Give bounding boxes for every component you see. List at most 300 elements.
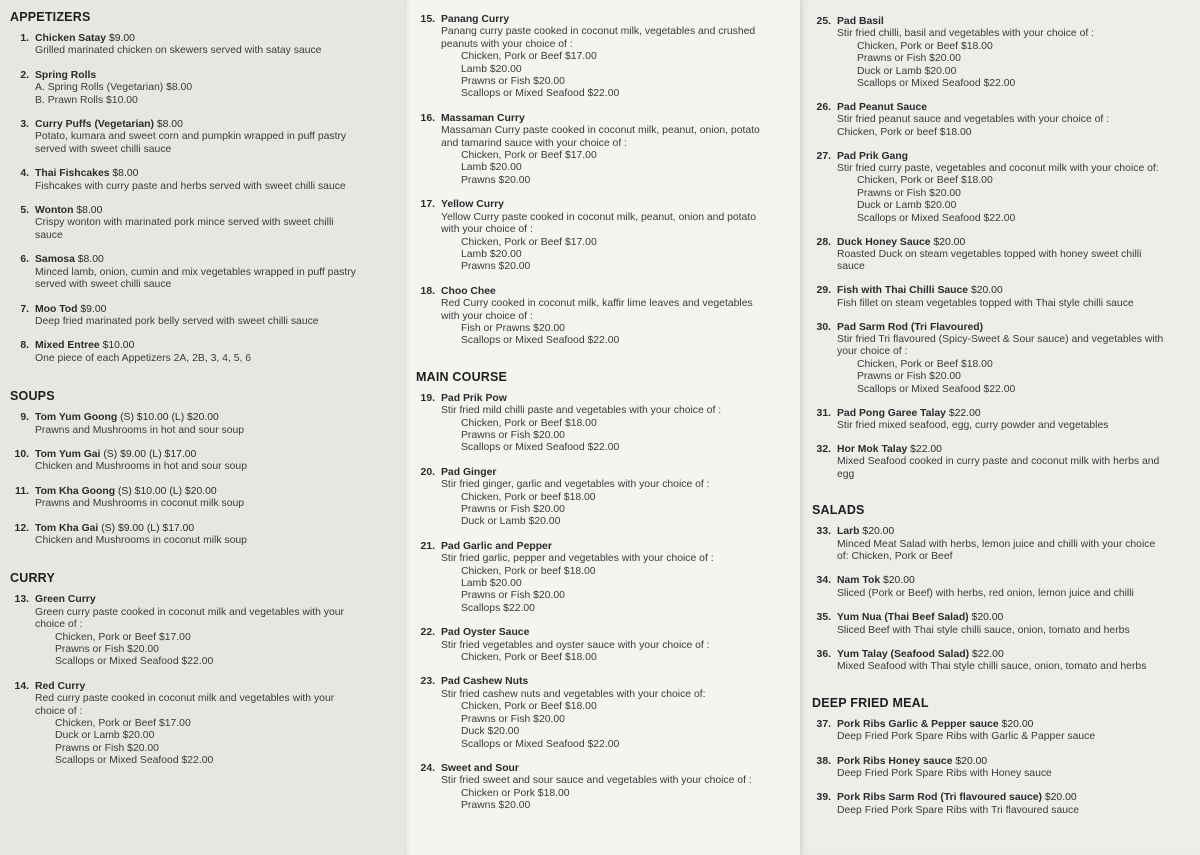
item-number: 12.	[14, 522, 29, 534]
item-description: choice of :	[35, 705, 83, 717]
item-price: $8.00	[156, 119, 183, 131]
menu-item-header	[416, 467, 794, 479]
menu-item-header	[10, 254, 390, 266]
item-description: your choice of :	[837, 346, 908, 358]
menu-item	[10, 168, 390, 193]
menu-item-header	[812, 792, 1194, 804]
menu-section-curry-cont	[416, 14, 794, 348]
item-number: 3.	[20, 119, 29, 131]
item-description: Sliced Beef with Thai style chilli sauce, onion, tomato and herbs	[837, 624, 1130, 636]
item-description: of: Chicken, Pork or Beef	[837, 550, 953, 562]
item-number: 31.	[816, 407, 831, 419]
item-option: Chicken, Pork or Beef $17.00	[55, 631, 191, 643]
item-option: Chicken, Pork or beef $18.00	[461, 491, 596, 503]
item-option: Scallops or Mixed Seafood $22.00	[55, 656, 214, 668]
item-name: Massaman Curry	[441, 112, 525, 124]
item-description: sauce	[35, 229, 63, 241]
item-number: 13.	[14, 594, 29, 606]
item-option: Duck or Lamb $20.00	[857, 65, 957, 77]
item-name: Tom Kha Goong	[35, 485, 116, 497]
item-option: Chicken, Pork or Beef $17.00	[461, 51, 597, 63]
item-name: Tom Yum Goong	[35, 412, 118, 424]
item-description: Stir fried peanut sauce and vegetables with your choice of :	[837, 114, 1110, 126]
item-number: 19.	[420, 392, 435, 404]
item-price: $20.00	[883, 575, 915, 587]
item-title	[441, 14, 509, 26]
menu-item-header	[416, 627, 794, 639]
item-description: Minced lamb, onion, cumin and mix vegetables wrapped in puff pastry	[35, 266, 356, 278]
menu-item	[10, 340, 390, 365]
item-description: served with sweet chilli sauce	[35, 279, 172, 291]
item-description: Fish fillet on steam vegetables topped with Thai style chilli sauce	[837, 297, 1134, 309]
menu-item	[812, 719, 1194, 744]
item-number: 14.	[14, 680, 29, 692]
item-option: Duck or Lamb $20.00	[461, 516, 561, 528]
item-price: $20.00	[970, 285, 1003, 297]
item-option: Chicken, Pork or Beef $18.00	[857, 358, 993, 370]
item-description: Green curry paste cooked in coconut milk and vegetables with your	[35, 606, 344, 618]
item-number: 32.	[816, 443, 831, 455]
item-name: Yellow Curry	[441, 199, 504, 211]
item-name: Duck Honey Sauce	[837, 236, 931, 248]
item-description: Stir fried garlic, pepper and vegetables with your choice of :	[441, 553, 714, 565]
menu-column-middle	[416, 0, 794, 813]
item-description: Stir fried ginger, garlic and vegetables with your choice of :	[441, 479, 710, 491]
item-price: $20.00	[933, 236, 966, 248]
item-option: Chicken, Pork or Beef $17.00	[461, 236, 597, 248]
menu-item	[10, 594, 390, 668]
menu-item-header	[10, 205, 390, 217]
menu-item-header	[10, 340, 390, 352]
item-description: Prawns and Mushrooms in coconut milk soup	[35, 498, 245, 510]
item-name: Red Curry	[35, 680, 86, 692]
menu-item	[416, 627, 794, 664]
menu-item-header	[10, 681, 390, 693]
menu-item	[812, 408, 1194, 433]
item-title	[837, 285, 1003, 297]
item-number: 7.	[20, 303, 29, 315]
menu-item-header	[10, 449, 390, 461]
menu-item	[416, 199, 794, 273]
menu-item	[812, 285, 1194, 310]
item-title	[837, 526, 894, 538]
item-name: Larb	[837, 526, 860, 538]
menu-item-header	[812, 526, 1194, 538]
item-description: egg	[837, 468, 855, 480]
item-name: Pad Pong Garee Talay	[837, 407, 946, 419]
item-title	[441, 467, 496, 479]
item-option: Chicken, Pork or Beef $18.00	[461, 417, 597, 429]
menu-item-header	[10, 594, 390, 606]
item-description: Stir fried mixed seafood, egg, curry powder and vegetables	[837, 419, 1109, 431]
item-option: Scallops or Mixed Seafood $22.00	[857, 78, 1016, 90]
item-name: Pad Ginger	[441, 466, 497, 478]
item-title	[837, 16, 884, 28]
item-description: Prawns and Mushrooms in hot and sour soup	[35, 424, 245, 436]
item-title	[35, 340, 134, 352]
item-option: Prawns or Fish $20.00	[55, 742, 159, 754]
item-description: Stir fried chilli, basil and vegetables with your choice of :	[837, 28, 1095, 40]
item-name: Green Curry	[35, 594, 96, 606]
item-number: 26.	[816, 101, 831, 113]
menu-column-left	[10, 0, 390, 768]
item-name: Yum Talay (Seafood Salad)	[837, 648, 970, 660]
item-option: Lamb $20.00	[461, 578, 522, 590]
item-option: Prawns or Fish $20.00	[461, 76, 565, 88]
item-name: Curry Puffs (Vegetarian)	[35, 119, 154, 131]
item-option: Prawns or Fish $20.00	[461, 713, 565, 725]
item-title	[35, 681, 85, 693]
section-title: CURRY	[10, 571, 55, 586]
item-price: $22.00	[971, 648, 1004, 660]
item-price: $20.00	[1044, 792, 1077, 804]
item-option: Chicken, Pork or Beef $18.00	[461, 652, 597, 664]
item-option: Chicken, Pork or Beef $18.00	[857, 175, 993, 187]
item-description: Massaman Curry paste cooked in coconut milk, peanut, onion, potato	[441, 125, 760, 137]
item-price: $20.00	[971, 612, 1004, 624]
item-option: Prawns $20.00	[461, 174, 531, 186]
menu-item-header	[10, 168, 390, 180]
item-price: $20.00	[862, 526, 895, 538]
item-option: Lamb $20.00	[461, 162, 522, 174]
item-price: (S) $10.00 (L) $20.00	[120, 412, 219, 424]
item-number: 37.	[816, 718, 831, 730]
item-number: 16.	[420, 112, 435, 124]
menu-column-right	[812, 0, 1194, 817]
item-title	[35, 33, 135, 45]
item-price: $10.00	[102, 340, 135, 352]
item-price: $8.00	[76, 205, 103, 217]
item-option: Scallops or Mixed Seafood $22.00	[461, 335, 620, 347]
item-name: Panang Curry	[441, 14, 510, 25]
item-description: peanuts with your choice of :	[441, 38, 573, 50]
menu-item-header	[812, 719, 1194, 731]
menu-section-soups	[10, 389, 390, 547]
item-description: with your choice of :	[441, 224, 533, 236]
section-title: DEEP FRIED MEAL	[812, 695, 929, 710]
menu-item	[10, 681, 390, 768]
section-title: MAIN COURSE	[416, 369, 508, 384]
item-price: (S) $9.00 (L) $17.00	[101, 522, 195, 534]
item-option: Prawns $20.00	[461, 800, 531, 812]
item-name: Moo Tod	[35, 303, 78, 315]
menu-item	[812, 575, 1194, 600]
item-description: A. Spring Rolls (Vegetarian) $8.00	[35, 82, 193, 94]
item-description: Fishcakes with curry paste and herbs served with sweet chilli sauce	[35, 180, 346, 192]
item-number: 17.	[420, 199, 435, 211]
item-title	[35, 254, 104, 266]
item-option: Prawns or Fish $20.00	[461, 590, 565, 602]
menu-item	[812, 649, 1194, 674]
menu-item	[10, 449, 390, 474]
section-title: APPETIZERS	[10, 10, 91, 24]
item-title	[837, 719, 1033, 731]
item-description: choice of :	[35, 619, 83, 631]
menu-item-header	[812, 649, 1194, 661]
item-number: 25.	[816, 16, 831, 27]
item-name: Pad Cashew Nuts	[441, 676, 529, 688]
menu-item	[10, 304, 390, 329]
item-title	[35, 205, 102, 217]
menu-item-header	[10, 523, 390, 535]
item-title	[837, 322, 983, 334]
item-title	[837, 756, 987, 768]
menu-item-header	[812, 756, 1194, 768]
menu-item	[812, 526, 1194, 563]
item-number: 35.	[816, 612, 831, 624]
menu-item-header	[416, 541, 794, 553]
item-description: Mixed Seafood with Thai style chilli sauce, onion, tomato and herbs	[837, 661, 1147, 673]
menu-item-header	[10, 304, 390, 316]
menu-item-header	[416, 393, 794, 405]
item-price: $8.00	[112, 168, 139, 180]
item-price: (S) $10.00 (L) $20.00	[117, 485, 217, 497]
item-title	[35, 412, 219, 424]
item-name: Sweet and Sour	[441, 762, 519, 774]
item-description: Sliced (Pork or Beef) with herbs, red onion, lemon juice and chilli	[837, 587, 1134, 599]
item-option: Scallops $22.00	[461, 602, 535, 614]
item-title	[35, 168, 138, 180]
item-number: 22.	[420, 627, 435, 639]
item-option: Chicken or Pork $18.00	[461, 787, 570, 799]
menu-item-header	[416, 199, 794, 211]
menu-item	[10, 119, 390, 156]
item-number: 28.	[816, 236, 831, 248]
item-name: Mixed Entree	[35, 340, 100, 352]
item-number: 11.	[15, 485, 29, 497]
item-description: Stir fried cashew nuts and vegetables with your choice of:	[441, 688, 706, 700]
menu-item	[10, 70, 390, 107]
item-description: Red curry paste cooked in coconut milk and vegetables with your	[35, 693, 335, 705]
item-name: Thai Fishcakes	[35, 168, 110, 180]
item-number: 15.	[420, 14, 435, 25]
menu-item-header	[812, 575, 1194, 587]
item-description: Stir fried curry paste, vegetables and coconut milk with your choice of:	[837, 163, 1159, 175]
menu-section-deep-fried	[812, 696, 1194, 817]
item-title	[837, 612, 1003, 624]
menu-item-header	[10, 33, 390, 45]
menu-item	[10, 205, 390, 242]
item-option: Prawns $20.00	[461, 261, 531, 273]
item-option: Duck or Lamb $20.00	[55, 730, 155, 742]
item-name: Pad Peanut Sauce	[837, 101, 928, 113]
menu-panel-middle	[404, 0, 800, 855]
menu-item-header	[812, 322, 1194, 334]
section-title: SALADS	[812, 503, 865, 518]
menu-item-header	[812, 408, 1194, 420]
menu-item	[416, 676, 794, 750]
item-title	[837, 444, 942, 456]
item-name: Pork Ribs Honey sauce	[837, 755, 953, 767]
item-number: 38.	[816, 755, 831, 767]
item-description: Deep Fried Pork Spare Ribs with Tri flavoured sauce	[837, 804, 1079, 816]
item-description: Grilled marinated chicken on skewers served with satay sauce	[35, 45, 322, 57]
menu-item-header	[812, 285, 1194, 297]
item-title	[441, 113, 525, 125]
item-title	[35, 119, 183, 131]
menu-section-salads	[812, 503, 1194, 674]
item-description: and tamarind sauce with your choice of :	[441, 137, 627, 149]
menu-item-header	[416, 286, 794, 298]
item-option: Fish or Prawns $20.00	[461, 322, 565, 334]
item-name: Pork Ribs Garlic & Pepper sauce	[837, 718, 999, 730]
item-price: $8.00	[77, 254, 104, 266]
item-title	[441, 541, 552, 553]
menu-item	[812, 792, 1194, 817]
item-option: Scallops or Mixed Seafood $22.00	[461, 738, 620, 750]
menu-item-header	[10, 486, 390, 498]
item-description: Deep fried marinated pork belly served with sweet chilli sauce	[35, 315, 319, 327]
menu-item-header	[10, 119, 390, 131]
menu-item-header	[416, 676, 794, 688]
item-description: Stir fried sweet and sour sauce and vegetables with your choice of :	[441, 775, 752, 787]
item-price: (S) $9.00 (L) $17.00	[103, 448, 197, 460]
menu-item	[812, 322, 1194, 396]
item-number: 9.	[20, 412, 29, 424]
menu-item	[10, 254, 390, 291]
menu-item-header	[10, 70, 390, 82]
item-number: 30.	[816, 321, 831, 333]
item-title	[837, 649, 1004, 661]
item-title	[441, 627, 529, 639]
menu-item-header	[812, 102, 1194, 114]
item-option: Scallops or Mixed Seafood $22.00	[857, 212, 1016, 224]
item-description: Red Curry cooked in coconut milk, kaffir lime leaves and vegetables	[441, 298, 753, 310]
item-title	[837, 792, 1077, 804]
item-name: Pad Basil	[837, 16, 884, 27]
item-title	[837, 408, 981, 420]
menu-item	[416, 14, 794, 101]
item-description: Roasted Duck on steam vegetables topped with honey sweet chilli	[837, 249, 1142, 260]
item-name: Wonton	[35, 205, 74, 217]
item-price: $9.00	[108, 33, 135, 44]
item-title	[441, 199, 504, 211]
menu-panel-left	[0, 0, 404, 855]
item-description: Crispy wonton with marinated pork mince served with sweet chilli	[35, 217, 334, 229]
menu-item	[416, 286, 794, 348]
item-option: Chicken, Pork or Beef $17.00	[55, 718, 191, 730]
menu-section-curry	[10, 571, 390, 767]
menu-item-header	[812, 612, 1194, 624]
menu-item-header	[10, 412, 390, 424]
item-description: Chicken and Mushrooms in coconut milk soup	[35, 534, 247, 546]
item-description: served with sweet chilli sauce	[35, 143, 172, 155]
item-description: One piece of each Appetizers 2A, 2B, 3, 4, 5, 6	[35, 352, 252, 364]
item-number: 20.	[420, 466, 435, 478]
item-description: Potato, kumara and sweet corn and pumpkin wrapped in puff pastry	[35, 131, 347, 143]
item-option: Chicken, Pork or Beef $17.00	[461, 150, 597, 162]
item-title	[35, 304, 106, 316]
menu-item-header	[812, 237, 1194, 249]
menu-item-header	[416, 763, 794, 775]
item-number: 21.	[420, 540, 435, 552]
item-option: Scallops or Mixed Seafood $22.00	[857, 383, 1016, 395]
item-title	[837, 237, 965, 249]
menu-item	[416, 763, 794, 813]
item-number: 23.	[420, 676, 435, 688]
menu-item-header	[812, 151, 1194, 163]
item-number: 1.	[20, 33, 29, 44]
menu-section-main-course-cont	[812, 16, 1194, 481]
menu-item-header	[416, 113, 794, 125]
menu-item-header	[812, 444, 1194, 456]
item-name: Nam Tok	[837, 575, 881, 587]
item-option: Lamb $20.00	[461, 248, 522, 260]
menu-item	[416, 113, 794, 187]
item-title	[441, 763, 519, 775]
menu-section-appetizers	[10, 10, 390, 365]
item-number: 4.	[20, 168, 29, 180]
item-description: Yellow Curry paste cooked in coconut milk, peanut, onion and potato	[441, 211, 756, 223]
item-name: Fish with Thai Chilli Sauce	[837, 285, 969, 297]
item-option: Lamb $20.00	[461, 63, 522, 75]
item-option: Prawns or Fish $20.00	[461, 429, 565, 441]
item-option: Prawns or Fish $20.00	[461, 504, 565, 515]
item-title	[441, 286, 496, 298]
menu-item	[416, 541, 794, 615]
item-number: 10.	[14, 448, 29, 460]
item-number: 18.	[420, 285, 435, 297]
item-number: 6.	[20, 254, 29, 266]
item-number: 8.	[20, 340, 29, 352]
item-name: Chicken Satay	[35, 33, 107, 44]
item-number: 39.	[816, 792, 831, 804]
item-description: Stir fried vegetables and oyster sauce with your choice of :	[441, 639, 710, 651]
item-name: Pad Sarm Rod (Tri Flavoured)	[837, 321, 984, 333]
item-description: Chicken, Pork or beef $18.00	[837, 126, 972, 138]
menu-item	[416, 467, 794, 529]
item-price: $20.00	[955, 755, 988, 767]
item-price: $20.00	[1001, 718, 1034, 730]
menu-section-main-course	[416, 370, 794, 813]
item-number: 29.	[816, 285, 831, 297]
item-title	[35, 523, 194, 535]
item-title	[441, 393, 507, 405]
item-name: Tom Kha Gai	[35, 522, 99, 534]
item-option: Scallops or Mixed Seafood $22.00	[461, 88, 620, 100]
item-price: $22.00	[948, 407, 981, 419]
item-name: Hor Mok Talay	[837, 443, 908, 455]
item-number: 24.	[420, 762, 435, 774]
item-description: Stir fried mild chilli paste and vegetables with your choice of :	[441, 405, 722, 417]
item-title	[837, 102, 927, 114]
item-description: Panang curry paste cooked in coconut milk, vegetables and crushed	[441, 26, 756, 38]
item-option: Duck $20.00	[461, 726, 520, 738]
item-option: Chicken, Pork or Beef $18.00	[461, 701, 597, 713]
menu-panel-right	[800, 0, 1200, 855]
menu-item	[10, 412, 390, 437]
item-option: Prawns or Fish $20.00	[857, 371, 961, 383]
item-description: Stir fried Tri flavoured (Spicy-Sweet & Sour sauce) and vegetables with	[837, 334, 1164, 346]
item-name: Pad Oyster Sauce	[441, 627, 530, 639]
item-title	[837, 151, 908, 163]
menu-item	[812, 102, 1194, 139]
item-number: 34.	[816, 575, 831, 587]
item-title	[35, 486, 217, 498]
item-name: Spring Rolls	[35, 69, 97, 81]
menu-item	[812, 612, 1194, 637]
menu-item	[10, 486, 390, 511]
menu-item	[10, 523, 390, 548]
item-title	[441, 676, 528, 688]
item-name: Tom Yum Gai	[35, 448, 101, 460]
item-name: Choo Chee	[441, 285, 496, 297]
item-name: Pad Prik Gang	[837, 150, 909, 162]
item-description: Minced Meat Salad with herbs, lemon juice and chilli with your choice	[837, 538, 1156, 550]
menu-item	[812, 237, 1194, 274]
menu-item	[812, 151, 1194, 225]
menu-item	[812, 444, 1194, 481]
